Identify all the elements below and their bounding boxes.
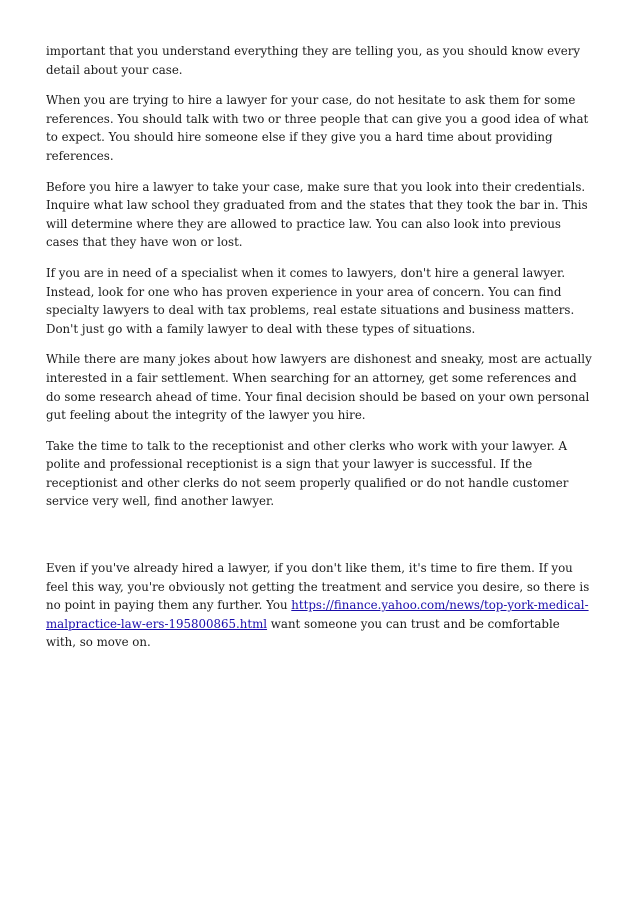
- blank-space: [46, 523, 592, 559]
- paragraph-7-text-start: Even if you've already hired a lawyer, if you don't like them, it's time to fire them. If you feel this way, you're obviously not getting the treatment and service you desire, so there is no point in paying them any further. You: [46, 561, 590, 613]
- paragraph-2: When you are trying to hire a lawyer for your case, do not hesitate to ask them for some references. You should talk with two or three people that can give you a good idea of what to expect. You should hire someone else if they give you a hard time about providing references.: [46, 93, 589, 163]
- paragraph-1: important that you understand everything they are telling you, as you should know every detail about your case.: [46, 44, 581, 77]
- paragraph-7: [46, 559, 592, 652]
- document-page: [46, 42, 592, 664]
- yahoo-finance-link[interactable]: https://finance.yahoo.com/news/top-york-medical-malpractice-law-ers-195800865.html: [46, 598, 589, 631]
- paragraph-3: Before you hire a lawyer to take your case, make sure that you look into their credentials. Inquire what law school they graduated from and the states that they took the bar in. This will determine where they are allowed to practice law. You can also look into previous cases that they have won or lost.: [46, 179, 588, 250]
- paragraph-7-text-end: want someone you can trust and be comfortable with, so move on.: [46, 616, 560, 650]
- paragraph-6: Take the time to talk to the receptionist and other clerks who work with your lawyer. A polite and professional receptionist is a sign that your lawyer is successful. If the receptionist and other clerks do not seem properly qualified or do not handle customer service very well, find another lawyer.: [46, 438, 569, 509]
- paragraph-4: If you are in need of a specialist when it comes to lawyers, don't hire a general lawyer. Instead, look for one who has proven experience in your area of concern. You can find specialty lawyers to deal with tax problems, real estate situations and business matters. Don't just go with a family lawyer to deal with these types of situations.: [46, 265, 575, 336]
- paragraph-5: While there are many jokes about how lawyers are dishonest and sneaky, most are actually interested in a fair settlement. When searching for an attorney, get some references and do some research ahead of time. Your final decision should be based on your own personal gut feeling about the integrity of the lawyer you hire.: [46, 352, 592, 423]
